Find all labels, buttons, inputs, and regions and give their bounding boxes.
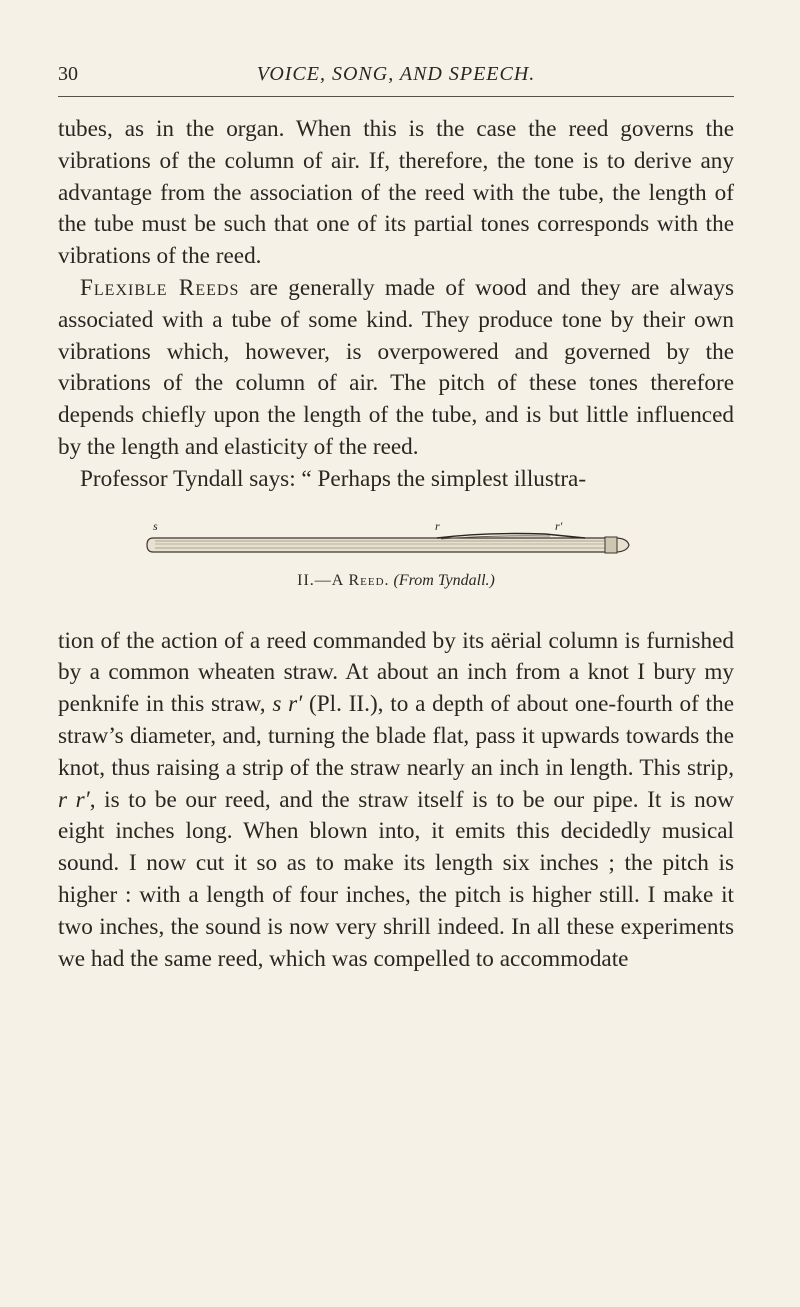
paragraph-3: Professor Tyndall says: “ Perhaps the simplest illustra-	[80, 465, 587, 492]
figure-reed	[58, 516, 734, 626]
symbol-r-r: r r′	[58, 786, 90, 813]
symbol-s-r: s r′	[272, 691, 303, 718]
caption-main: II.—A Reed.	[297, 571, 390, 589]
label-s: s	[153, 518, 158, 533]
paragraph-1: tubes, as in the organ. When this is the case the reed governs the vibrations of the column of air. If, therefore, the tone is to derive any advantage from the association of the reed with the tube, the length of the tube must be such that one of its partial tones corresponds with the vibrations of the reed.	[58, 116, 734, 270]
paragraph-4-part-b: (Pl. II.), to a depth of about one-fourth of the straw’s diameter, and, turning the blade flat, pass it upwards towards the knot, thus raising a strip of the straw nearly an inch in length. This strip,	[58, 691, 734, 781]
paragraph-2	[58, 273, 734, 464]
label-r-prime: r′	[555, 518, 563, 533]
running-head	[58, 60, 734, 97]
caption-source: (From Tyndall.)	[393, 571, 495, 589]
paragraph-4-part-a: tion of the action of a reed commanded by its aërial column is furnished by a common wheaten straw. At about an inch from a knot I bury my penknife in this straw,	[58, 627, 734, 718]
flexible-reeds-heading: Flexible Reeds	[80, 274, 240, 301]
page-number: 30	[58, 63, 78, 85]
book-page	[58, 60, 734, 975]
figure-caption	[58, 571, 734, 591]
paragraph-4-part-c: , is to be our reed, and the straw itself is to be our pipe. It is now eight inches long. When blown into, it emits this decidedly musical sound. I now cut it so as to make its length six inches ; the pitch is higher : with a length of four inches, the pitch is higher still. I make it two inches, the sound is now very shrill indeed. In all these experiments we had the same reed, which was compelled to accommodate	[58, 786, 735, 972]
straw-reed-illustration	[145, 518, 645, 566]
paragraph-2-text: are generally made of wood and they are always associated with a tube of some kind. They produce tone by their own vibrations which, however, is overpowered and governed by the vibrations of the column of air. The pitch of these tones therefore depends chiefly upon the length of the tube, and is but little influenced by the length and elasticity of the reed.	[58, 274, 734, 460]
paragraph-4	[58, 626, 734, 976]
running-title: VOICE, SONG, AND SPEECH.	[256, 63, 536, 85]
label-r: r	[435, 518, 440, 533]
